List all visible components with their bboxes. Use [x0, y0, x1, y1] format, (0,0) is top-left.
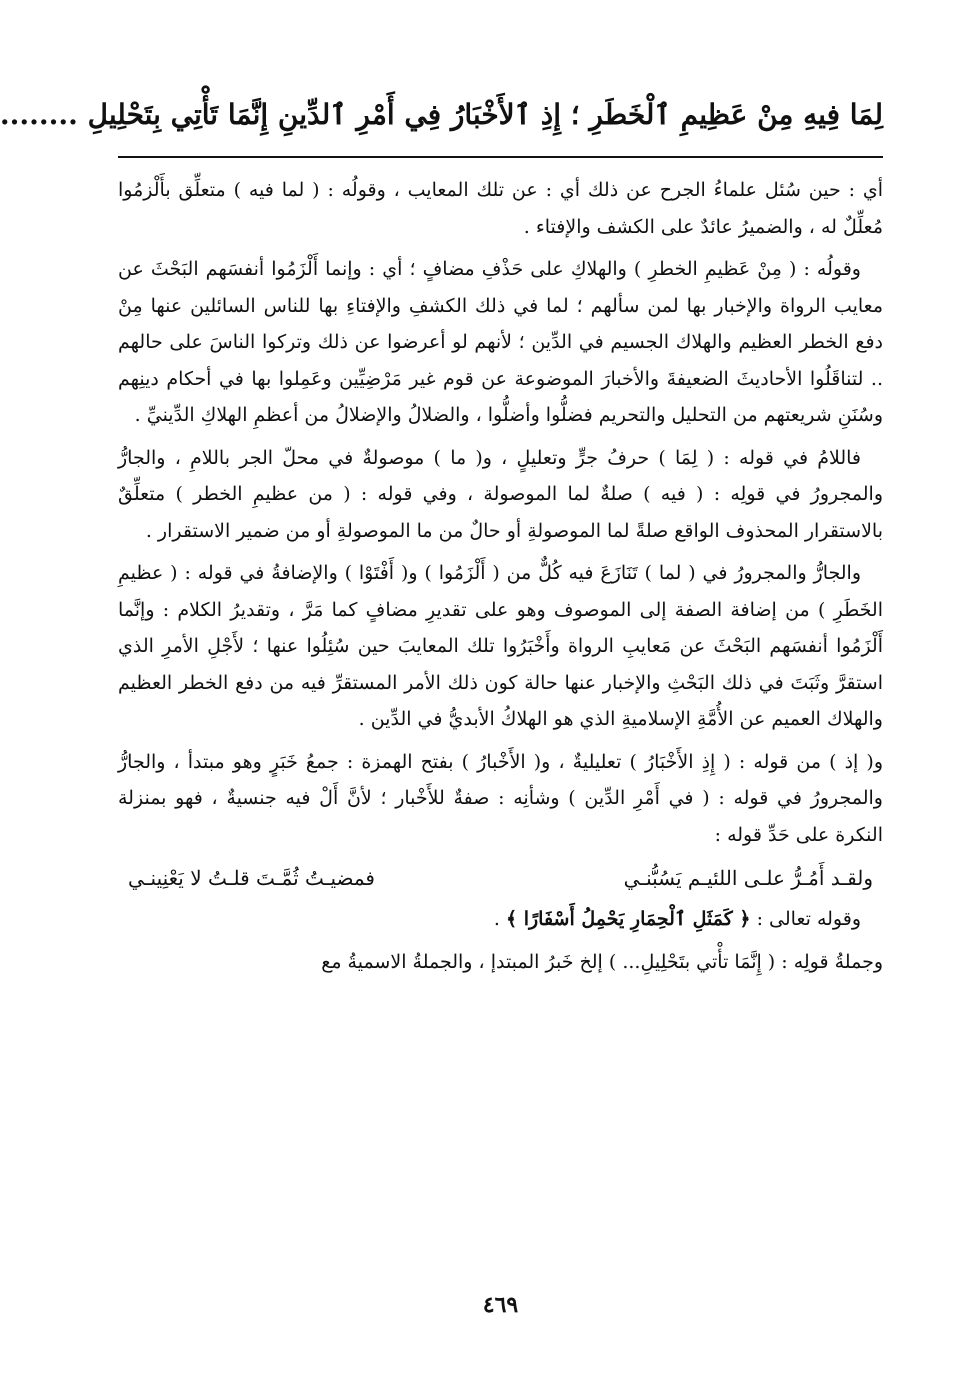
- quran-citation: [118, 901, 883, 938]
- commentary-paragraph-2: وقولُه : ( مِنْ عَظيمِ الخطرِ ) والهلاكِ على حَذْفِ مضافٍ ؛ أي : وإنما أَلْزَمُوا أنفسَهم البَحْثَ عن معايب الرواة والإخبار بها لمن سألهم ؛ لما في ذلك الكشفِ والإفتاءِ بها للناس السائلين عنها مِنْ دفع الخطر العظيم والهلاك الجسيم في الدِّين ؛ لأنهم لو أعرضوا عن ذلك وتركوا الناسَ على حالهم .. لتناقَلُوا الأحاديثَ الضعيفةَ والأخبارَ الموضوعة عن قوم غير مَرْضِيِّين وعَمِلوا بها في أحكام دينِهم وسُنَنِ شريعتهم من التحليل والتحريم فضلُّوا وأضلُّوا ، والضلالُ والإضلالُ من أعظمِ الهلاكِ الدِّينيِّ .: [118, 258, 883, 426]
- commentary-paragraph-5: و( إذ ) من قوله : ( إِذِ الأَخْبَارُ ) تعليليةٌ ، و( الأَخْبارُ ) بفتح الهمزة : جمعُ خَبَرٍ وهو مبتدأ ، والجارُّ والمجرورُ في قوله : ( في أَمْرِ الدِّين ) وشأنِه : صفةٌ للأَخْبار ؛ لأنَّ أَلْ فيه جنسيةٌ ، فهو بمنزلة النكرة على حَدِّ قوله :: [118, 750, 883, 846]
- page-number: ٤٦٩: [482, 1292, 519, 1318]
- commentary-paragraph-4: والجارُّ والمجرورُ في ( لما ) تَنَازَعَ فيه كُلٌّ من ( أَلْزَمُوا ) و( أَفْتَوْا ) والإضافةُ في قوله : ( عظيمِ الخَطَرِ ) من إضافة الصفة إلى الموصوف وهو على تقديرِ مضافٍ كما مَرَّ ، وتقديرُ الكلام : وإنَّما أَلْزَمُوا أنفسَهم البَحْثَ عن مَعايبِ الرواة وأَخْبَرُوا تلك المعايبَ حين سُئِلُوا عنها ؛ لأَجْلِ الأمرِ الذي استقرَّ وثَبَتَ في ذلك البَحْثِ والإخبار عنها حالة كون ذلك الأمر المستقرِّ فيه من دفع الخطر العظيم والهلاك العميم عن الأُمَّةِ الإسلاميةِ الذي هو الهلاكُ الأبديُّ في الدِّين .: [118, 562, 883, 730]
- commentary-paragraph-1: أي : حين سُئل علماءُ الجرح عن ذلك أي : عن تلك المعايب ، وقولُه : ( لما فيه ) متعلِّق بأَلْزمُوا مُعلِّلٌ له ، والضميرُ عائدٌ على الكشف والإفتاء .: [118, 179, 883, 238]
- matn-header-line: لِمَا فِيهِ مِنْ عَظِيمِ ٱلْخَطَرِ ؛ إِذِ ٱلأَخْبَارُ فِي أَمْرِ ٱلدِّينِ إِنَّمَا تَأْتِي بِتَحْلِيلِ ........: [0, 98, 883, 131]
- commentary-paragraph-3: فاللامُ في قوله : ( لِمَا ) حرفُ جرٍّ وتعليلٍ ، و( ما ) موصولةٌ في محلّ الجر باللامِ ، والجارُّ والمجرورُ في قولِه : ( فيه ) صلةٌ لما الموصولة ، وفي قوله : ( من عظيمِ الخطر ) متعلِّقٌ بالاستقرار المحذوف الواقع صلةً لما الموصولةِ أو حالٌ من ما الموصولةِ أو من ضمير الاستقرار .: [118, 446, 883, 542]
- quran-prefix: وقوله تعالى :: [750, 908, 861, 930]
- commentary-body: [118, 172, 883, 986]
- quran-verse: ﴿ كَمَثَلِ ٱلْحِمَارِ يَحْمِلُ أَسْفَارًا ﴾: [505, 908, 751, 930]
- separator-rule: [118, 156, 883, 158]
- quran-suffix: .: [493, 908, 506, 930]
- verse-second-hemistich: فمضيـتُ ثُمَّـتَ قلـتُ لا يَعْنِينـي: [128, 866, 375, 890]
- poetry-verse: [118, 859, 883, 897]
- verse-first-hemistich: ولقـد أَمُـرُّ علـى اللئيـم يَسُبُّنـي: [623, 866, 873, 890]
- closing-paragraph: وجملةُ قولِه : ( إِنَّمَا تأْتي بتَحْلِيلِ... ) إلخ خَبرُ المبتدإ ، والجملةُ الاسميةُ مع: [321, 950, 883, 973]
